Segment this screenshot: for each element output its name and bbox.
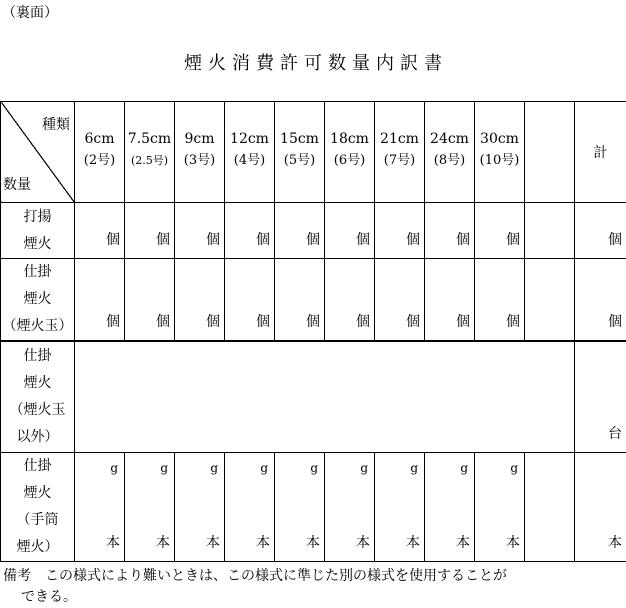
row-label-line: 仕掛 (23, 264, 52, 280)
gram-unit-label: g (110, 460, 118, 475)
size-main: 7.5cm (127, 131, 172, 147)
input-cell[interactable] (125, 259, 175, 342)
size-header (325, 102, 375, 203)
unit-label: 個 (356, 232, 370, 248)
row-label-line: 煙火 (23, 374, 52, 391)
row-shikake-tama (1, 259, 626, 342)
size-main: 24cm (430, 131, 469, 147)
input-cell[interactable] (375, 259, 425, 342)
unit-label: 個 (256, 232, 270, 248)
input-cell[interactable] (325, 203, 375, 259)
unit-label: 個 (506, 232, 520, 248)
row-uchiage (1, 203, 626, 259)
row-label (1, 203, 75, 259)
row-label-line: （煙火玉） (2, 318, 73, 334)
input-cell[interactable] (275, 259, 325, 342)
input-cell[interactable] (125, 452, 175, 561)
diagonal-header-cell (1, 102, 75, 203)
input-cell[interactable] (525, 203, 575, 259)
total-header: 計 (575, 102, 626, 203)
input-cell[interactable] (525, 452, 575, 561)
unit-label: 個 (206, 314, 220, 330)
unit-label: 個 (406, 232, 420, 248)
input-cell[interactable] (375, 452, 425, 561)
input-cell[interactable] (225, 452, 275, 561)
gram-unit-label: g (410, 460, 418, 475)
size-sub: (10号) (479, 153, 520, 168)
size-header (475, 102, 525, 203)
input-cell[interactable] (475, 452, 525, 561)
row-label-line: 煙火 (23, 484, 52, 501)
total-cell[interactable] (575, 341, 626, 452)
type-label: 種類 (42, 117, 70, 133)
size-header (175, 102, 225, 203)
size-sub: (5号) (283, 153, 316, 168)
gram-unit-label: g (360, 460, 368, 475)
input-cell[interactable] (175, 203, 225, 259)
size-header (225, 102, 275, 203)
input-cell[interactable] (475, 259, 525, 342)
gram-unit-label: g (510, 460, 518, 475)
size-sub: (7号) (383, 153, 416, 168)
gram-unit-label: g (310, 460, 318, 475)
size-sub: (4号) (233, 153, 266, 168)
size-header (375, 102, 425, 203)
row-label-line: （手筒 (16, 511, 59, 528)
unit-label: 個 (156, 314, 170, 330)
row-label-line: （煙火玉 (9, 401, 66, 418)
remarks-note (3, 566, 507, 608)
row-label-line: 煙火） (16, 538, 59, 555)
size-main: 9cm (184, 131, 215, 147)
size-main: 21cm (380, 131, 419, 147)
unit-label: 本 (406, 534, 420, 551)
unit-label: 個 (206, 232, 220, 248)
total-cell[interactable] (575, 259, 626, 342)
input-cell[interactable] (175, 259, 225, 342)
unit-label: 本 (608, 534, 622, 551)
gram-unit-label: g (160, 460, 168, 475)
unit-label: 個 (306, 232, 320, 248)
size-sub: (8号) (433, 153, 466, 168)
row-label (1, 452, 75, 561)
size-main: 12cm (230, 131, 269, 147)
row-label-line: 仕掛 (23, 457, 52, 474)
input-cell[interactable] (325, 452, 375, 561)
side-label: （裏面） (2, 5, 58, 21)
size-main: 18cm (330, 131, 369, 147)
size-sub: (3号) (183, 153, 216, 168)
size-main: 15cm (280, 131, 319, 147)
total-cell[interactable] (575, 452, 626, 561)
gram-unit-label: g (260, 460, 268, 475)
remarks-line-1: 備考 この様式により難いときは、この様式に準じた別の様式を使用することが (3, 568, 507, 584)
input-cell[interactable] (375, 203, 425, 259)
gram-unit-label: g (210, 460, 218, 475)
unit-label: 個 (608, 314, 622, 330)
row-label (1, 341, 75, 452)
unit-label: 本 (206, 534, 220, 551)
input-cell[interactable] (475, 203, 525, 259)
row-label (1, 259, 75, 342)
row-label-line: 仕掛 (23, 347, 52, 364)
row-shikake-tezutsu (1, 452, 626, 561)
input-cell[interactable] (75, 203, 125, 259)
input-cell[interactable] (275, 203, 325, 259)
row-label-line: 以外） (16, 428, 59, 445)
input-cell[interactable] (75, 259, 125, 342)
size-header (275, 102, 325, 203)
unit-label: 個 (306, 314, 320, 330)
row-shikake-other (1, 341, 626, 452)
blank-header-cell (525, 102, 575, 203)
size-header (75, 102, 125, 203)
unit-label: 個 (506, 314, 520, 330)
input-cell[interactable] (75, 452, 125, 561)
unit-label: 個 (456, 314, 470, 330)
input-cell[interactable] (225, 203, 275, 259)
gram-unit-label: g (460, 460, 468, 475)
unit-label: 個 (406, 314, 420, 330)
unit-label: 台 (608, 425, 622, 442)
size-sub: (6号) (333, 153, 366, 168)
input-cell[interactable] (125, 203, 175, 259)
unit-label: 本 (356, 534, 370, 551)
header-row (1, 102, 626, 203)
input-cell[interactable] (225, 259, 275, 342)
unit-label: 本 (456, 534, 470, 551)
size-header (125, 102, 175, 203)
input-cell[interactable] (175, 452, 225, 561)
unit-label: 個 (356, 314, 370, 330)
row-label-line: 煙火 (23, 235, 52, 252)
row-label-line: 煙火 (23, 291, 52, 307)
unit-label: 個 (106, 314, 120, 330)
remarks-line-2: できる。 (21, 589, 77, 605)
quantity-label: 数量 (3, 177, 31, 193)
unit-label: 本 (506, 534, 520, 551)
input-cell[interactable] (425, 452, 475, 561)
size-sub: (2.5号) (130, 154, 169, 167)
row-label-line: 打揚 (23, 208, 52, 225)
input-cell[interactable] (325, 259, 375, 342)
input-cell[interactable] (275, 452, 325, 561)
unit-label: 個 (106, 232, 120, 248)
unit-label: 本 (156, 534, 170, 551)
unit-label: 個 (456, 232, 470, 248)
unit-label: 個 (256, 314, 270, 330)
size-main: 30cm (480, 131, 519, 147)
unit-label: 本 (256, 534, 270, 551)
document-title: 煙火消費許可数量内訳書 (184, 53, 448, 74)
unit-label: 個 (608, 232, 622, 248)
size-sub: (2号) (83, 153, 116, 168)
size-header (425, 102, 475, 203)
unit-label: 個 (156, 232, 170, 248)
input-cell[interactable] (425, 203, 475, 259)
total-cell[interactable] (575, 203, 626, 259)
input-cell[interactable] (525, 259, 575, 342)
unit-label: 本 (306, 534, 320, 551)
size-main: 6cm (84, 131, 115, 147)
unit-label: 本 (106, 534, 120, 551)
merged-input-cell[interactable] (75, 341, 575, 452)
quantity-table (0, 101, 626, 562)
input-cell[interactable] (425, 259, 475, 342)
